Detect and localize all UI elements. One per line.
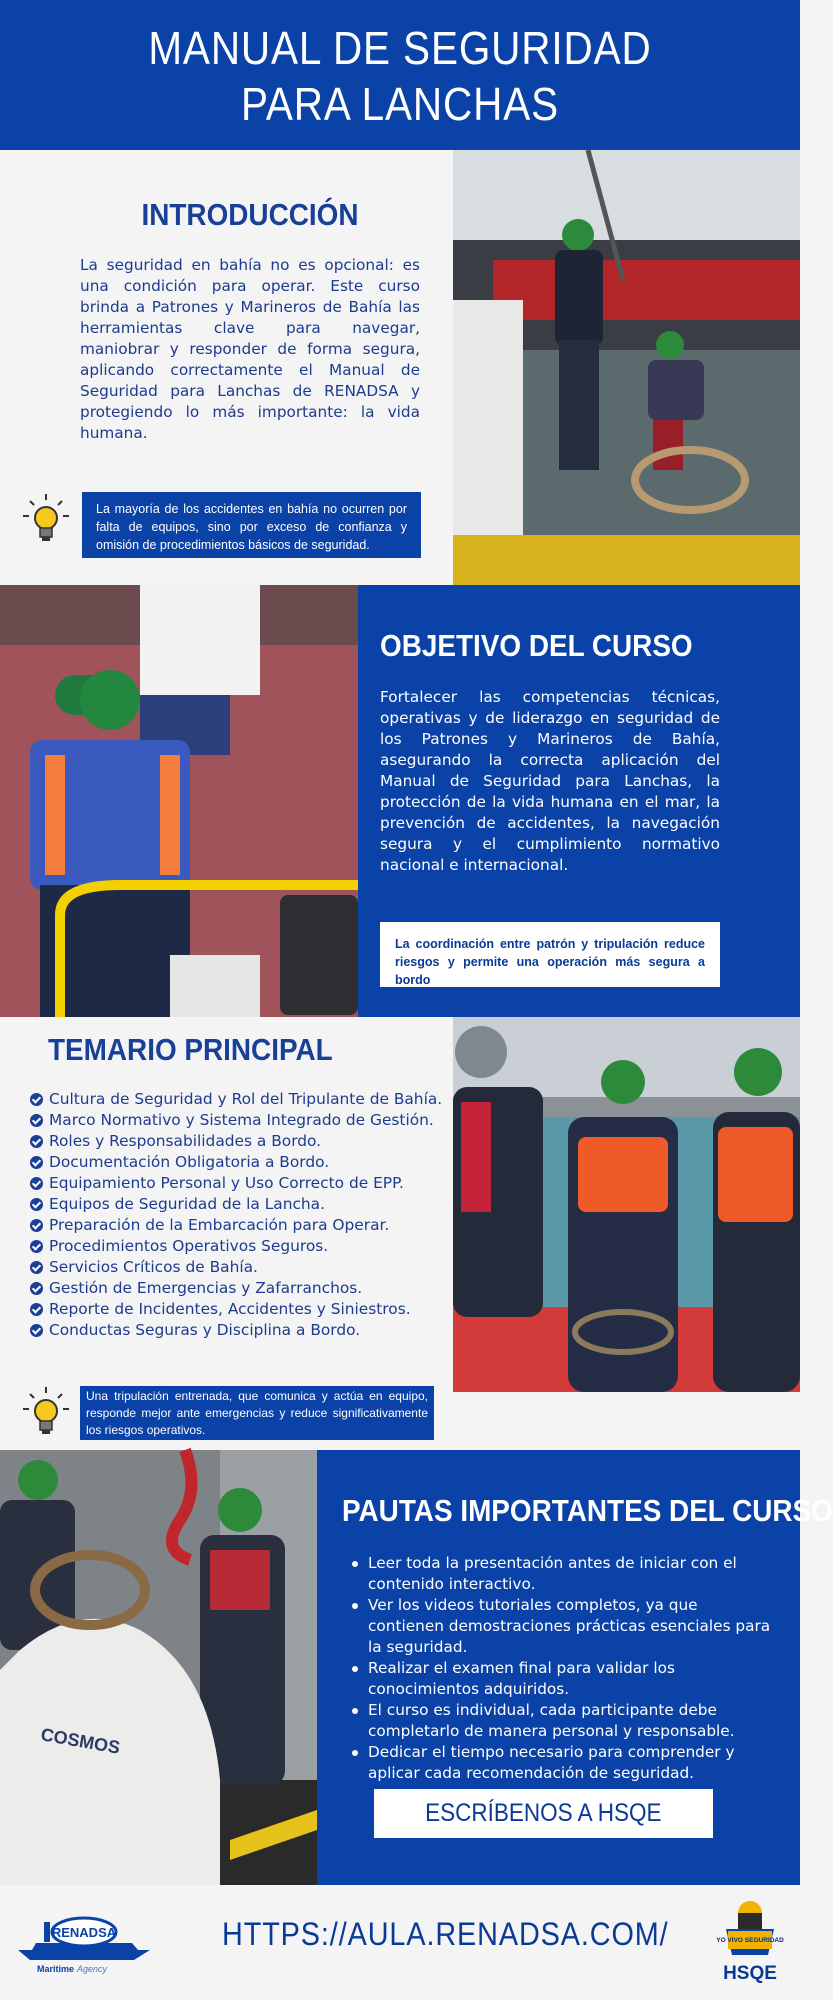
intro-body: La seguridad en bahía no es opcional: es una condición para operar. Este curso brinda a Patrones y Marineros de Bahía las herramientas clave para navegar, maniobrar y responder de forma segura, aplicando correctamente el Manual de Seguridad para Lanchas de RENADSA y protegiendo lo más importante: la vida humana. [80, 256, 420, 442]
hsqe-logo [716, 1895, 784, 1985]
contact-hsqe-button[interactable]: ESCRÍBENOS A HSQE [374, 1789, 713, 1838]
list-item: Equipos de Seguridad de la Lancha. [30, 1194, 442, 1215]
list-item: Marco Normativo y Sistema Integrado de Gestión. [30, 1110, 442, 1131]
svg-text:YO VIVO SEGURIDAD: YO VIVO SEGURIDAD [716, 1937, 784, 1944]
hsqe-logo-text: HSQE [723, 1963, 777, 1984]
header-banner [0, 0, 800, 150]
list-item: Reporte de Incidentes, Accidentes y Siniestros. [30, 1299, 442, 1320]
list-item: Leer toda la presentación antes de iniciar con el contenido interactivo. [350, 1553, 775, 1595]
list-item: Roles y Responsabilidades a Bordo. [30, 1131, 442, 1152]
check-circle-icon [30, 1324, 43, 1337]
check-circle-icon [30, 1240, 43, 1253]
renadsa-logo [14, 1910, 154, 1974]
list-item: Ver los videos tutoriales completos, ya que contienen demostraciones prácticas esenciales para la seguridad. [350, 1595, 775, 1658]
svg-text:Maritime: Maritime [36, 1964, 74, 1974]
svg-text:COSMOS: COSMOS [39, 1724, 122, 1758]
page-title [48, 0, 752, 132]
check-circle-icon [30, 1093, 43, 1106]
temario-title: TEMARIO PRINCIPAL [48, 1032, 333, 1067]
list-item: El curso es individual, cada participante debe completarlo de manera personal y responsable. [350, 1700, 775, 1742]
check-circle-icon [30, 1177, 43, 1190]
check-circle-icon [30, 1198, 43, 1211]
check-circle-icon [30, 1282, 43, 1295]
list-item: Cultura de Seguridad y Rol del Tripulante de Bahía. [30, 1089, 442, 1110]
intro-callout: La mayoría de los accidentes en bahía no ocurren por falta de equipos, sino por exceso de confianza y omisión de procedimientos básicos de seguridad. [82, 492, 421, 558]
pautas-list [350, 1553, 775, 1784]
title-line-2: PARA LANCHAS [240, 78, 560, 130]
objective-title: OBJETIVO DEL CURSO [380, 628, 693, 663]
temario-callout: Una tripulación entrenada, que comunica y actúa en equipo, responde mejor ante emergencias y reduce significativamente los riesgos operativos. [80, 1386, 434, 1440]
intro-title: INTRODUCCIÓN [141, 197, 359, 232]
pautas-title: PAUTAS IMPORTANTES DEL CURSO [342, 1493, 833, 1528]
check-circle-icon [30, 1156, 43, 1169]
check-circle-icon [30, 1219, 43, 1232]
objective-callout: La coordinación entre patrón y tripulación reduce riesgos y permite una operación más segura a bordo [380, 922, 720, 987]
list-item: Documentación Obligatoria a Bordo. [30, 1152, 442, 1173]
lightbulb-icon [20, 1385, 72, 1441]
list-item: Dedicar el tiempo necesario para comprender y aplicar cada recomendación de seguridad. [350, 1742, 775, 1784]
list-item: Procedimientos Operativos Seguros. [30, 1236, 442, 1257]
photo-crew-mooring [453, 150, 800, 585]
svg-text:RENADSA: RENADSA [51, 1925, 117, 1940]
course-url-link[interactable]: HTTPS://AULA.RENADSA.COM/ [222, 1916, 669, 1952]
temario-list [30, 1089, 442, 1341]
check-circle-icon [30, 1261, 43, 1274]
title-line-1: MANUAL DE SEGURIDAD [148, 22, 652, 74]
list-item: Preparación de la Embarcación para Operar. [30, 1215, 442, 1236]
list-item: Servicios Críticos de Bahía. [30, 1257, 442, 1278]
list-item: Conductas Seguras y Disciplina a Bordo. [30, 1320, 442, 1341]
check-circle-icon [30, 1135, 43, 1148]
check-circle-icon [30, 1114, 43, 1127]
list-item: Equipamiento Personal y Uso Correcto de EPP. [30, 1173, 442, 1194]
lightbulb-icon [20, 492, 72, 548]
svg-text:Agency: Agency [77, 1964, 108, 1974]
check-circle-icon [30, 1303, 43, 1316]
photo-crew-portrait [453, 1017, 800, 1392]
photo-crew-hook [0, 1450, 317, 1885]
list-item: Gestión de Emergencias y Zafarranchos. [30, 1278, 442, 1299]
list-item: Realizar el examen final para validar los conocimientos adquiridos. [350, 1658, 775, 1700]
photo-crew-ladder [0, 585, 358, 1017]
objective-body: Fortalecer las competencias técnicas, operativas y de liderazgo en seguridad de los Patrones y Marineros de Bahía, asegurando la correcta aplicación del Manual de Seguridad para Lanchas, la protección de la vida humana en el mar, la prevención de accidentes, la navegación segura y el cumplimiento normativo nacional e internacional. [380, 688, 720, 874]
